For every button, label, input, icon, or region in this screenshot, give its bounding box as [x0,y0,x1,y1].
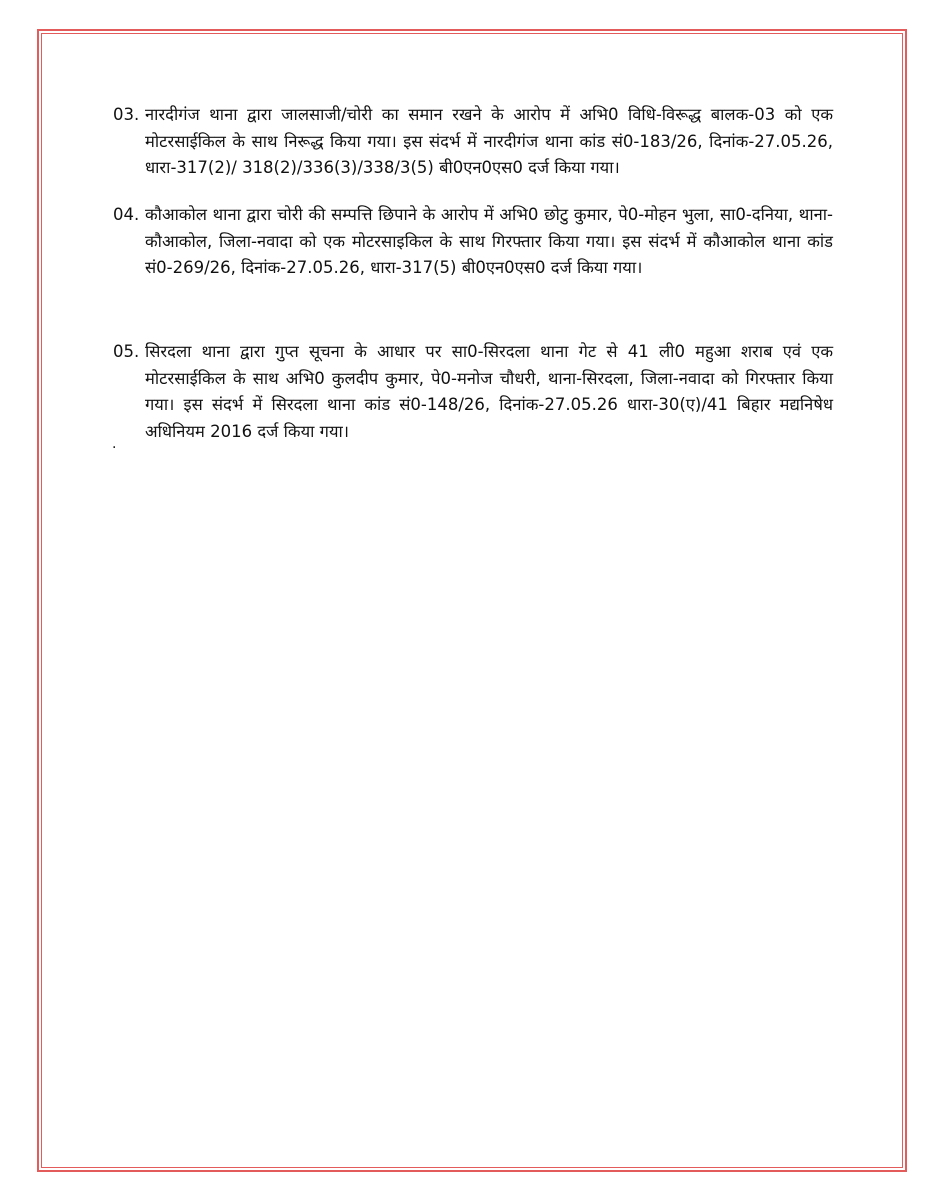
entry-number: 05. [113,342,140,361]
entry-number: 03. [113,105,140,124]
entry-text: नारदीगंज थाना द्वारा जालसाजी/चोरी का समान रखने के आरोप में अभि0 विधि-विरूद्ध बालक-03 को एक मोटरसाईकिल के साथ निरूद्ध किया गया। इस संदर्भ में नारदीगंज थाना कांड सं0-183/26, दिनांक-27.05.26, धारा-317(2)/ 318(2)/336(3)/338/3(5) बी0एन0एस0 दर्ज किया गया। [145,105,833,177]
stray-mark: . [112,436,117,452]
entry-text: सिरदला थाना द्वारा गुप्त सूचना के आधार पर सा0-सिरदला थाना गेट से 41 ली0 महुआ शराब एवं एक मोटरसाईकिल के साथ अभि0 कुलदीप कुमार, पे0-मनोज चौधरी, थाना-सिरदला, जिला-नवादा को गिरफ्तार किया गया। इस संदर्भ में सिरदला थाना कांड सं0-148/26, दिनांक-27.05.26 धारा-30(ए)/41 बिहार मद्यनिषेध अधिनियम 2016 दर्ज किया गया। [145,342,833,441]
report-entry-05 [113,339,833,445]
report-entry-04 [113,202,833,282]
report-entry-03 [113,102,833,182]
entry-number: 04. [113,205,140,224]
entry-text: कौआकोल थाना द्वारा चोरी की सम्पत्ति छिपाने के आरोप में अभि0 छोटु कुमार, पे0-मोहन भुला, सा0-दनिया, थाना-कौआकोल, जिला-नवादा को एक मोटरसाइकिल के साथ गिरफ्तार किया गया। इस संदर्भ में कौआकोल थाना कांड सं0-269/26, दिनांक-27.05.26, धारा-317(5) बी0एन0एस0 दर्ज किया गया। [145,205,833,277]
